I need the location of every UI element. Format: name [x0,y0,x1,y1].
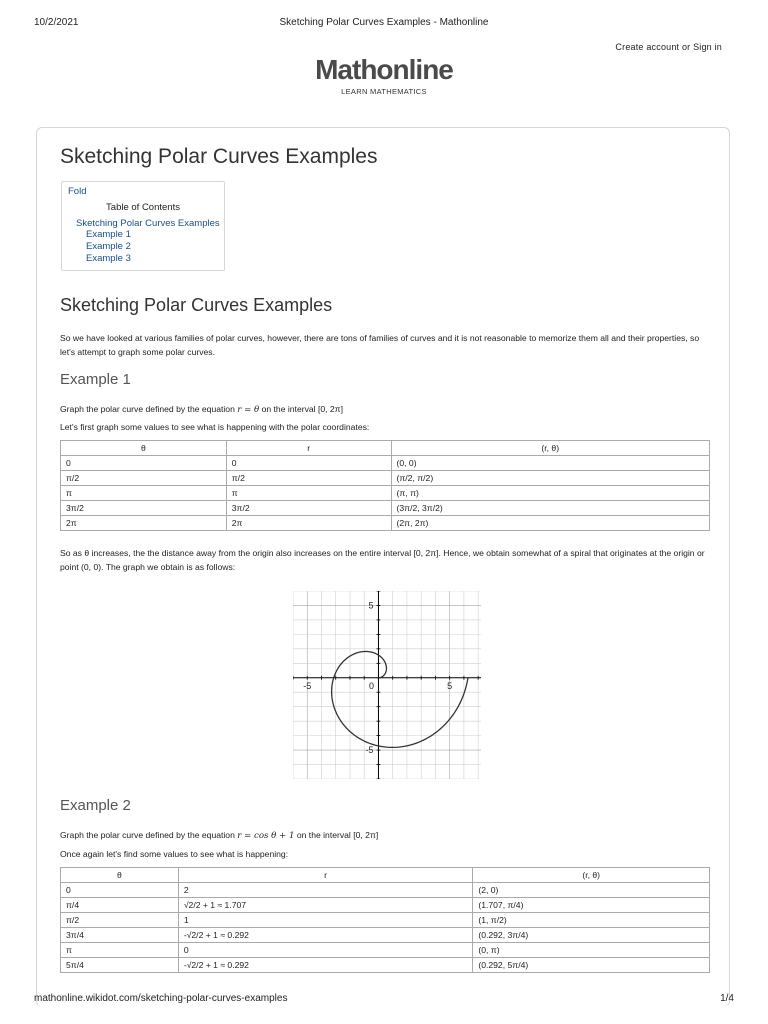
table-cell: 0 [61,883,179,898]
toc-link-example-3[interactable]: Example 3 [86,253,131,264]
toc-link-example-2[interactable]: Example 2 [86,241,131,252]
table-cell: 5π/4 [61,958,179,973]
table-header-row [61,868,710,883]
table-cell: 2π [61,516,227,531]
table-row [61,928,710,943]
example-2-equation: r = cos θ + 1 [237,831,295,841]
table-row [61,913,710,928]
table-cell: (0.292, 3π/4) [473,928,710,943]
table-cell: π [226,486,391,501]
example-2-lead: Once again let's find some values to see what is happening: [60,849,289,859]
example-1-table [60,440,710,531]
x-tick-label: 0 [368,680,374,691]
table-cell: 0 [226,456,391,471]
intro-paragraph: So we have looked at various families of polar curves, however, there are tons of families of curves and it is not reasonable to memorize them all and their properties, so let's attempt to graph some polar curves. [60,333,700,357]
table-cell: (1, π/2) [473,913,710,928]
table-row [61,471,710,486]
toc-link-example-1[interactable]: Example 1 [86,229,131,240]
spiral-graph [293,591,481,779]
toc-link-section[interactable]: Sketching Polar Curves Examples [76,218,220,229]
table-cell: -√2/2 + 1 ≈ 0.292 [178,958,473,973]
table-cell: √2/2 + 1 ≈ 1.707 [178,898,473,913]
sign-in-link[interactable]: Sign in [693,42,722,52]
table-row [61,486,710,501]
example-1-equation: r = θ [237,405,260,415]
table-row [61,456,710,471]
table-row [61,501,710,516]
site-tagline: LEARN MATHEMATICS [341,87,427,96]
x-tick-label: 5 [447,680,453,691]
table-cell: (2π, 2π) [391,516,710,531]
create-account-link[interactable]: Create account [615,42,680,52]
spiral-curve [332,651,468,747]
example-1-prompt-pre: Graph the polar curve defined by the equation [60,404,238,414]
print-page-number: 1/4 [720,993,734,1004]
table-cell: 0 [178,943,473,958]
table-cell: (0, 0) [391,456,710,471]
table-cell: 0 [61,456,227,471]
example-2-prompt-pre: Graph the polar curve defined by the equation [60,830,238,840]
table-row [61,516,710,531]
table-row [61,943,710,958]
table-row [61,883,710,898]
print-date: 10/2/2021 [34,17,79,28]
table-row [61,958,710,973]
table-header-row [61,441,710,456]
table-cell: (π, π) [391,486,710,501]
site-logo[interactable] [0,54,768,96]
print-url: mathonline.wikidot.com/sketching-polar-curves-examples [34,993,288,1004]
page-title: Sketching Polar Curves Examples [60,145,378,168]
toc-title: Table of Contents [106,202,180,213]
account-or-text: or [681,42,691,52]
table-cell: 3π/4 [61,928,179,943]
table-cell: (0.292, 5π/4) [473,958,710,973]
example-1-prompt [60,402,710,417]
col-header-theta: θ [61,868,179,883]
content-card [36,127,730,1007]
table-cell: 3π/2 [226,501,391,516]
example-2-heading: Example 2 [60,797,131,814]
table-cell: (0, π) [473,943,710,958]
toc-fold-link[interactable]: Fold [68,186,87,197]
section-title: Sketching Polar Curves Examples [60,295,333,315]
example-1-conclusion: So as θ increases, the the distance away from the origin also increases on the entire interval [0, 2π]. Hence, we obtain somewhat of a spiral that originates at the origin or point (0, 0). The graph we obtain is as follows: [60,548,705,572]
print-title: Sketching Polar Curves Examples - Mathonline [279,17,489,28]
table-cell: -√2/2 + 1 ≈ 0.292 [178,928,473,943]
table-row [61,898,710,913]
table-cell: 3π/2 [61,501,227,516]
table-cell: (1.707, π/4) [473,898,710,913]
table-of-contents [61,181,225,271]
y-tick-label: -5 [365,745,374,756]
table-cell: π [61,943,179,958]
col-header-theta: θ [61,441,227,456]
table-cell: (2, 0) [473,883,710,898]
example-2-prompt-post: on the interval [0, 2π] [294,830,379,840]
x-tick-label: -5 [303,680,312,691]
col-header-point: (r, θ) [391,441,710,456]
example-1-prompt-post: on the interval [0, 2π] [259,404,344,414]
example-2-table [60,867,710,973]
example-1-heading: Example 1 [60,371,131,388]
col-header-point: (r, θ) [473,868,710,883]
table-cell: 2π [226,516,391,531]
col-header-r: r [226,441,391,456]
example-1-lead: Let's first graph some values to see what is happening with the polar coordinates: [60,422,370,432]
table-cell: π [61,486,227,501]
table-cell: 2 [178,883,473,898]
table-cell: π/2 [61,913,179,928]
table-cell: π/2 [226,471,391,486]
table-cell: 1 [178,913,473,928]
account-links [615,42,722,52]
table-cell: π/2 [61,471,227,486]
table-cell: (3π/2, 3π/2) [391,501,710,516]
table-cell: (π/2, π/2) [391,471,710,486]
example-2-prompt [60,828,710,843]
site-name[interactable]: Mathonline [315,54,453,85]
table-cell: π/4 [61,898,179,913]
col-header-r: r [178,868,473,883]
y-tick-label: 5 [368,600,374,611]
